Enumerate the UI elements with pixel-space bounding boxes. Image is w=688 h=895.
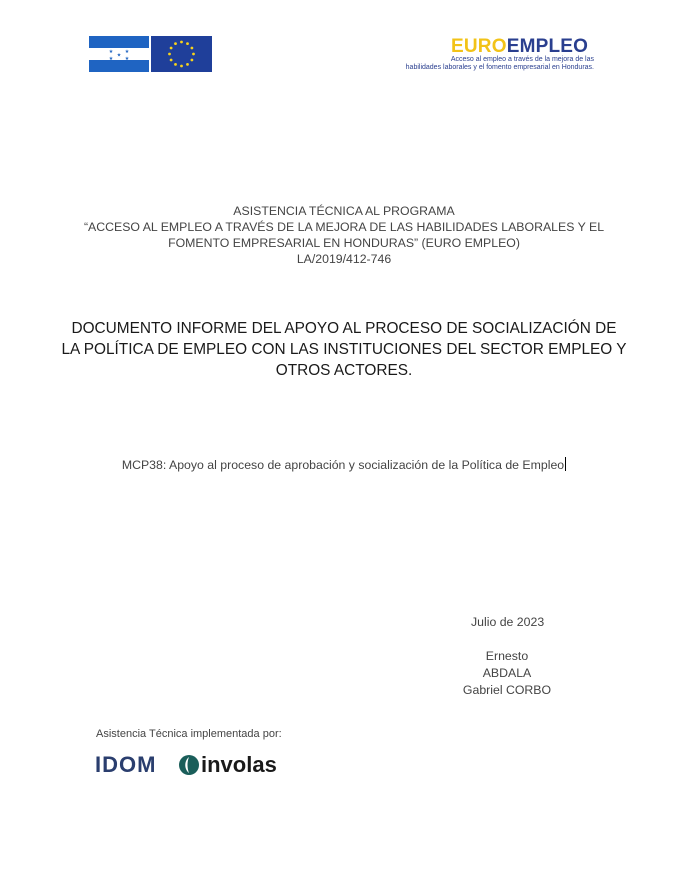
- title-line-2: LA POLÍTICA DE EMPLEO CON LAS INSTITUCIONES DEL SECTOR EMPLEO Y: [61, 341, 627, 358]
- program-heading: [0, 203, 688, 267]
- text-cursor: [565, 457, 566, 471]
- svg-text:★: ★: [124, 56, 130, 62]
- svg-text:★: ★: [108, 56, 114, 62]
- idom-logo: IDOM: [95, 752, 157, 777]
- logo-part-empleo: EMPLEO: [506, 36, 589, 57]
- tagline-line-2: habilidades laborales y el fomento empresarial en Honduras.: [405, 64, 594, 71]
- svg-text:★: ★: [108, 49, 114, 55]
- program-code: LA/2019/412-746: [296, 252, 392, 266]
- euroempleo-logo: [451, 36, 588, 58]
- program-line-3: FOMENTO EMPRESARIAL EN HONDURAS” (EURO EMPLEO): [168, 236, 520, 250]
- document-title: [0, 318, 688, 381]
- title-line-1: DOCUMENTO INFORME DEL APOYO AL PROCESO DE SOCIALIZACIÓN DE: [71, 320, 617, 337]
- euroempleo-tagline: [396, 56, 594, 72]
- honduras-flag-icon: [89, 36, 149, 72]
- program-line-2: “ACCESO AL EMPLEO A TRAVÉS DE LA MEJORA DE LAS HABILIDADES LABORALES Y EL: [83, 220, 605, 234]
- involas-logo-icon: [178, 754, 200, 776]
- author-2: Gabriel CORBO: [462, 683, 552, 697]
- program-line-1: ASISTENCIA TÉCNICA AL PROGRAMA: [233, 204, 455, 218]
- implemented-by-label: Asistencia Técnica implementada por:: [96, 728, 282, 740]
- authors: [462, 648, 552, 699]
- involas-logo: [201, 752, 277, 778]
- subtitle[interactable]: [0, 457, 688, 472]
- tagline-line-1: Acceso al empleo a través de la mejora de las: [450, 56, 594, 63]
- document-date: Julio de 2023: [471, 615, 545, 629]
- subtitle-text: MCP38: Apoyo al proceso de aprobación y socialización de la Política de Empleo: [121, 458, 565, 472]
- author-1: Ernesto ABDALA: [482, 649, 532, 680]
- eu-flag-icon: [151, 36, 212, 72]
- svg-text:★: ★: [124, 49, 130, 55]
- logo-part-euro: EURO: [451, 36, 507, 57]
- involas-logo-text: involas: [201, 752, 277, 777]
- svg-text:★: ★: [116, 52, 122, 59]
- title-line-3: OTROS ACTORES.: [275, 362, 413, 379]
